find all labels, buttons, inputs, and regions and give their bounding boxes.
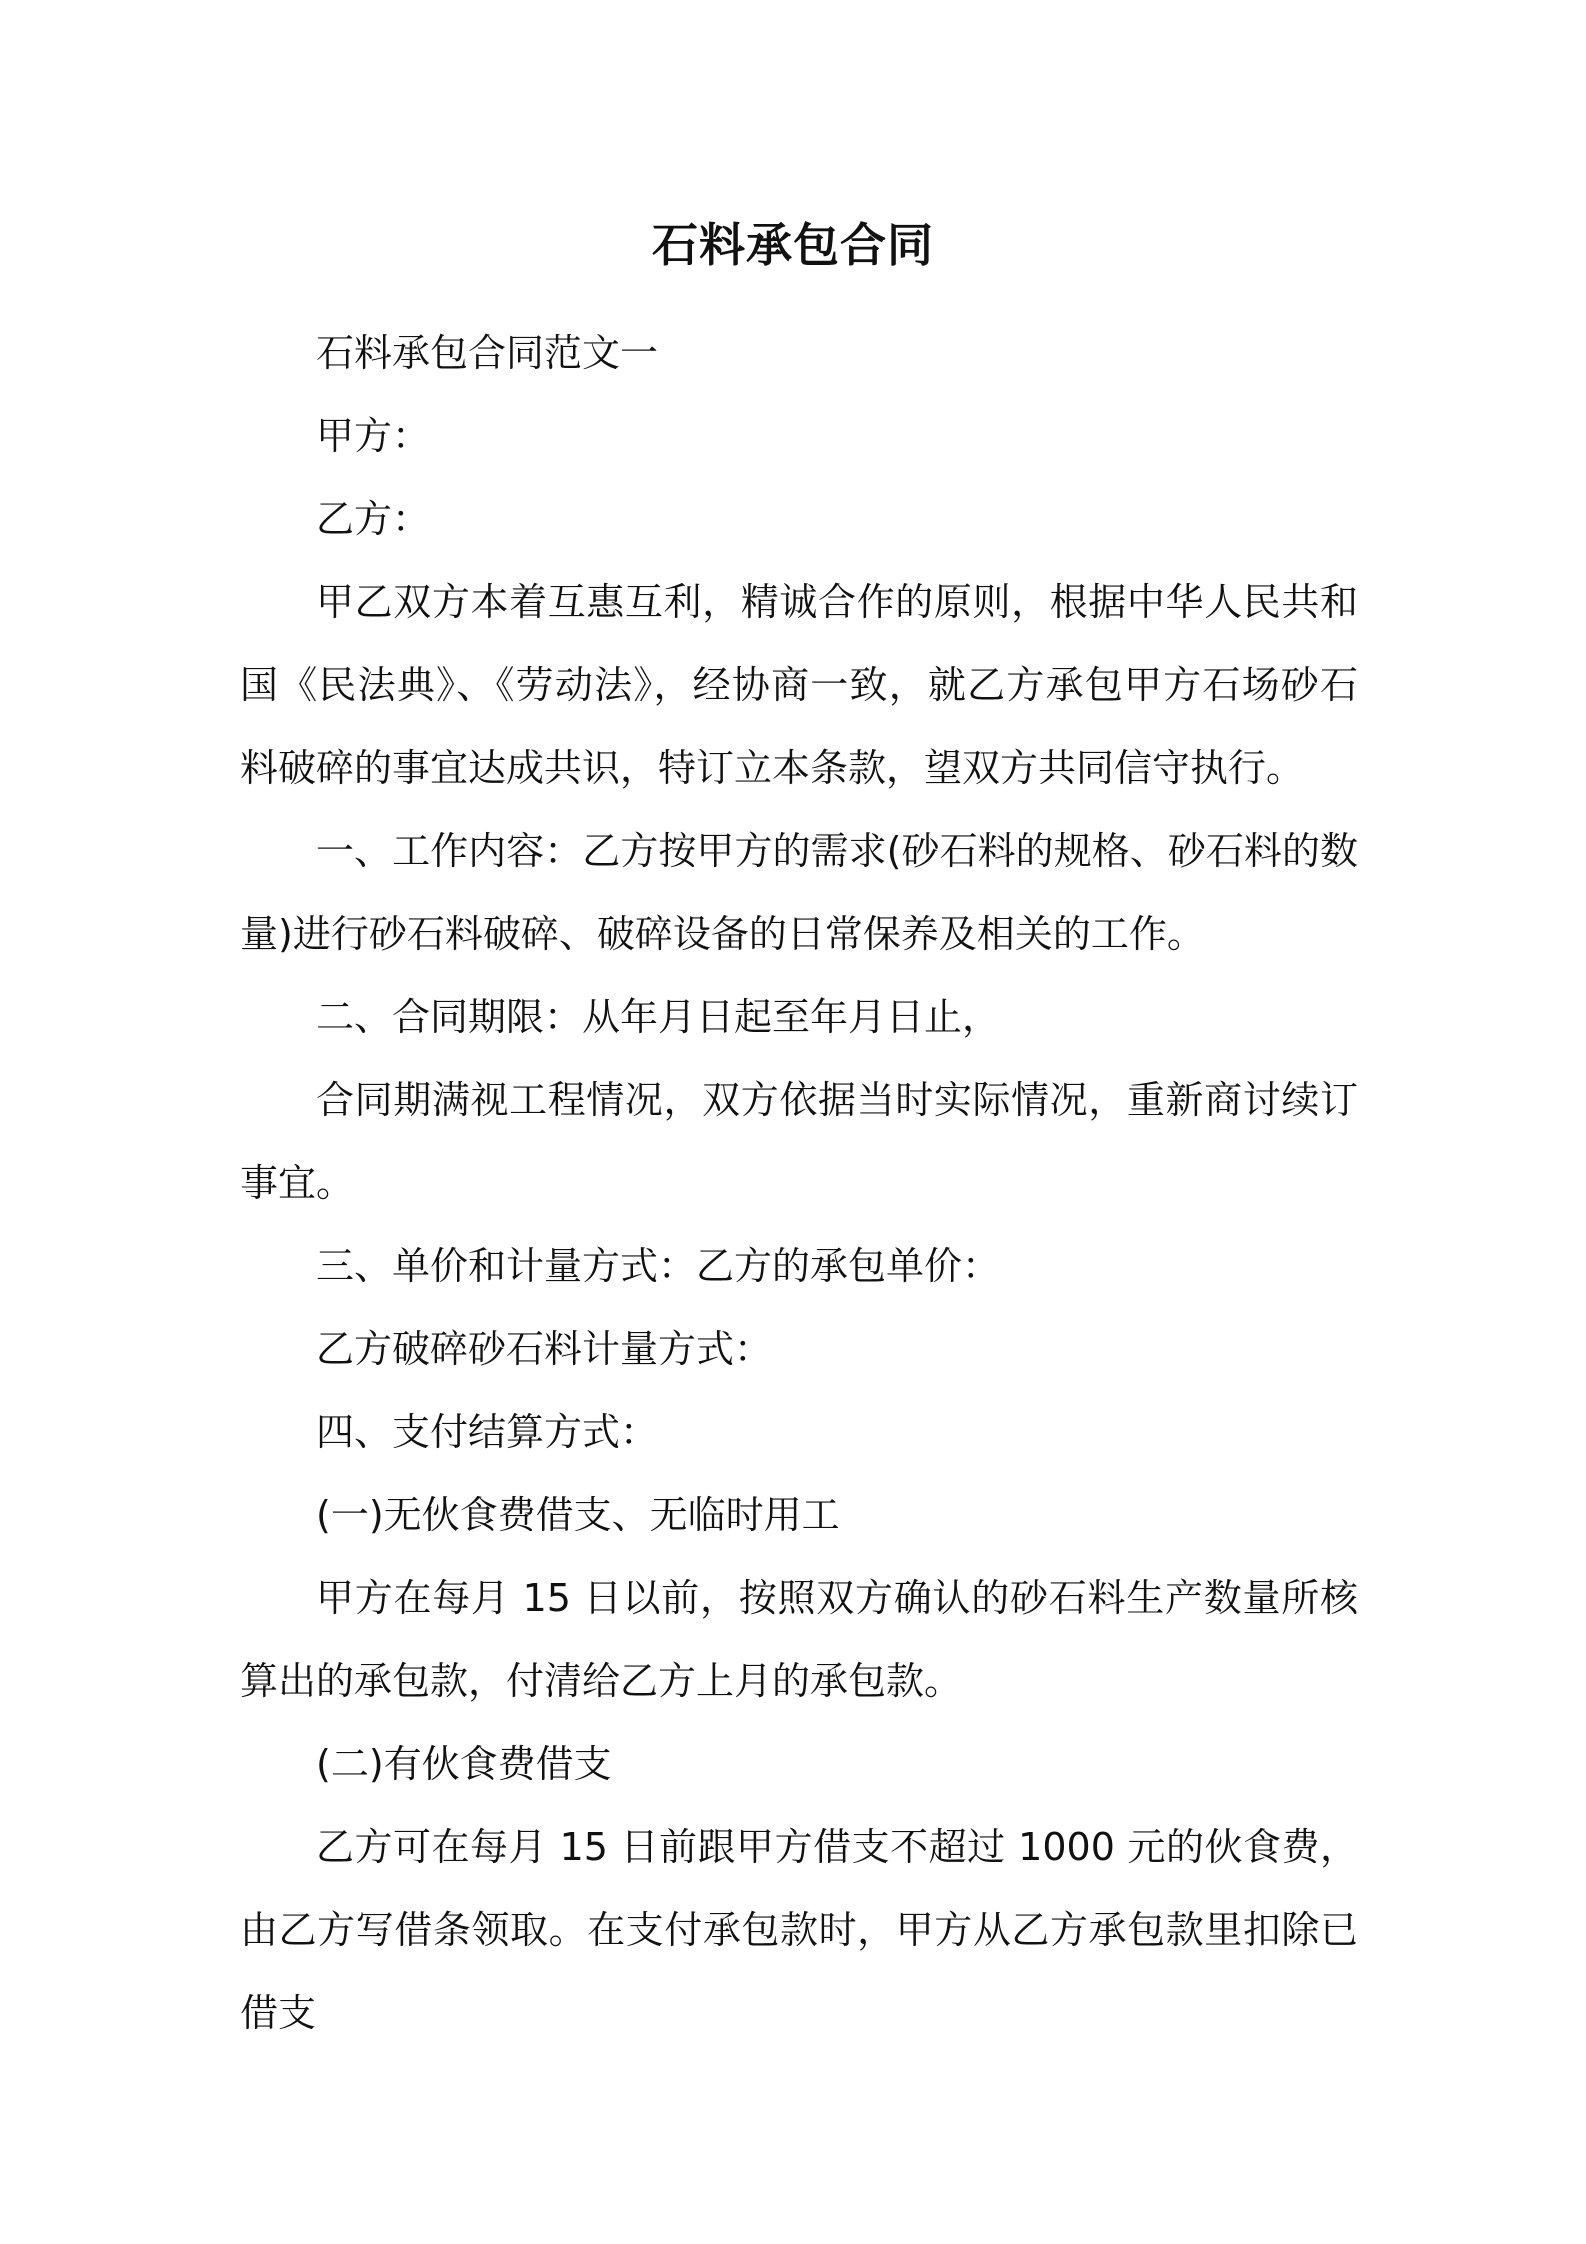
paragraph-preamble: 甲乙双方本着互惠互利，精诚合作的原则，根据中华人民共和国《民法典》、《劳动法》，经协商一致，就乙方承包甲方石场砂石料破碎的事宜达成共识，特订立本条款，望双方共同信守执行。 [240, 580, 1358, 790]
paragraph-case-one: (一)无伙食费借支、无临时用工 [316, 1493, 840, 1537]
paragraph-payment: 四、支付结算方式： [316, 1410, 659, 1454]
paragraph-party-a: 甲方： [316, 414, 431, 458]
paragraph-party-b: 乙方： [316, 497, 431, 541]
paragraph-case-two: (二)有伙食费借支 [316, 1742, 612, 1786]
paragraph-work-content: 一、工作内容：乙方按甲方的需求(砂石料的规格、砂石料的数量)进行砂石料破碎、破碎设备的日常保养及相关的工作。 [240, 829, 1358, 956]
document-title: 石料承包合同 [652, 218, 934, 272]
paragraph-unit-price: 三、单价和计量方式：乙方的承包单价： [316, 1244, 1001, 1288]
paragraph-case-one-detail: 甲方在每月 15 日以前，按照双方确认的砂石料生产数量所核算出的承包款，付清给乙方上月的承包款。 [240, 1576, 1358, 1703]
paragraph-case-two-detail: 乙方可在每月 15 日前跟甲方借支不超过 1000 元的伙食费，由乙方写借条领取。在支付承包款时，甲方从乙方承包款里扣除已借支 [240, 1825, 1358, 2035]
paragraph-measurement: 乙方破碎砂石料计量方式： [316, 1327, 773, 1371]
document-body [240, 312, 1358, 2055]
paragraph-renewal: 合同期满视工程情况，双方依据当时实际情况，重新商讨续订事宜。 [240, 1078, 1358, 1205]
paragraph-term: 二、合同期限：从年月日起至年月日止， [316, 995, 1001, 1039]
paragraph-heading: 石料承包合同范文一 [316, 331, 659, 375]
